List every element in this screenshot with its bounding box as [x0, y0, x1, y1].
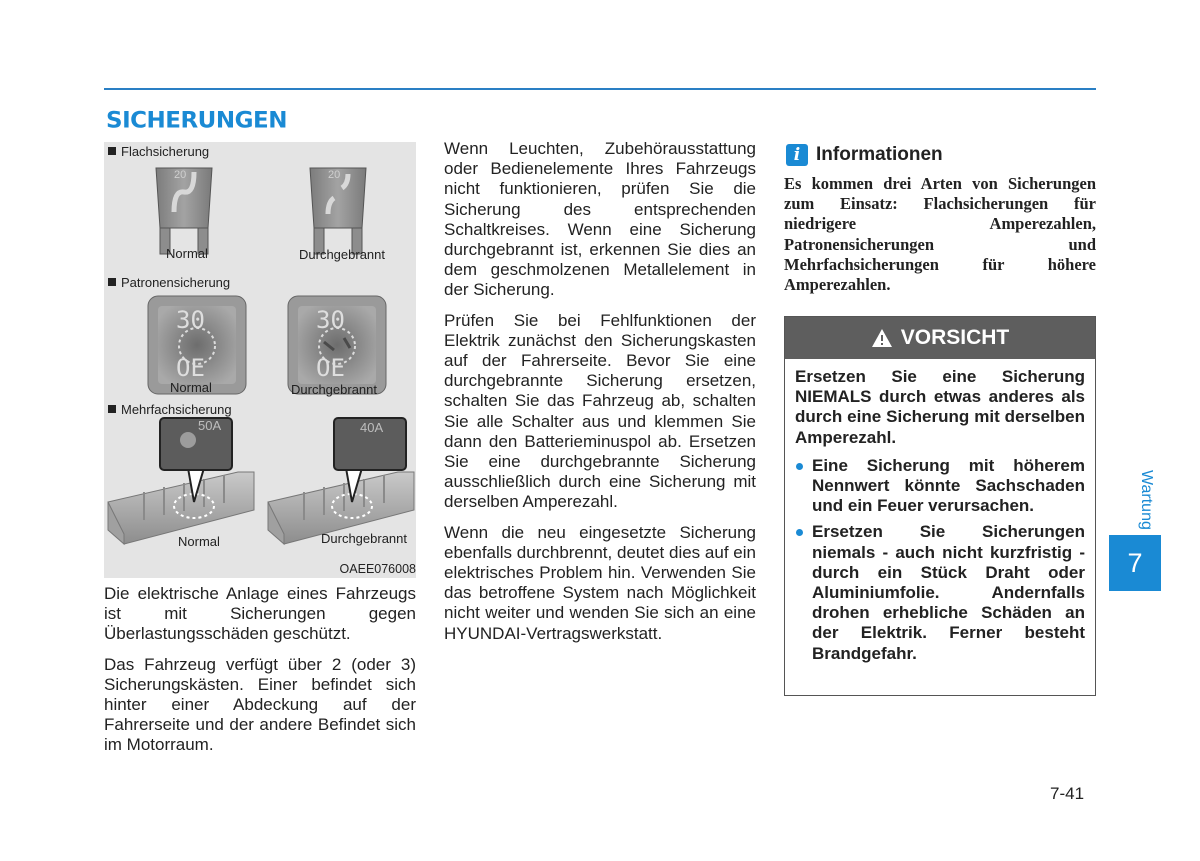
paragraph: Die elektrische Anlage eines Fahrzeugs ist mit Sicherungen gegen Überlastungsschäden geschützt.: [104, 584, 416, 644]
list-item: Ersetzen Sie Sicherungen niemals - auch nicht kurzfristig - durch ein Stück Draht oder Aluminiumfolie. Andernfalls drohen erhebliche Schäden an der Elektrik. Ferner besteht Brandgefahr.: [795, 522, 1085, 663]
figure-label-normal: Normal: [178, 534, 220, 549]
multi-fuse-normal: [108, 418, 254, 544]
info-header: [786, 144, 943, 166]
figure-label-mehrfach: Mehrfachsicherung: [108, 402, 232, 417]
paragraph: Wenn die neu eingesetzte Sicherung ebenfalls durchbrennt, deutet dies auf ein elektrisches Problem hin. Verwenden Sie das betroffene System nach Möglichkeit nicht weiter und wenden Sie sich an eine HYUNDAI-Vertragswerkstatt.: [444, 522, 756, 643]
paragraph: Prüfen Sie bei Fehlfunktionen der Elektrik zunächst den Sicherungskasten auf der Fahrerseite. Bevor Sie eine durchgebrannte Sicherung ersetzen, schalten Sie das Fahrzeug ab, schalten Sie alle Schalter aus und klemmen Sie dann den Batterieminuspol ab. Ersetzen Sie eine durchgebrannte Sicherung ausschließlich durch eine Sicherung mit derselben Amperezahl.: [444, 310, 756, 512]
caution-title: VORSICHT: [900, 326, 1010, 349]
info-icon: i: [786, 144, 808, 166]
figure-code: OAEE076008: [339, 562, 416, 576]
figure-label-normal: Normal: [166, 246, 208, 261]
paragraph: Das Fahrzeug verfügt über 2 (oder 3) Sicherungskästen. Einer befindet sich hinter einer Abdeckung auf der Fahrerseite und der andere Befindet sich im Motorraum.: [104, 654, 416, 755]
caution-body: [785, 359, 1095, 664]
cartridge-fuse-blown: [288, 296, 386, 394]
header-rule: [104, 88, 1096, 90]
square-bullet-icon: [108, 278, 116, 286]
fuse-figure: [104, 142, 416, 578]
paragraph: Wenn Leuchten, Zubehörausstattung oder Bedienelemente Ihres Fahrzeugs nicht funktionieren, prüfen Sie die Sicherung des entsprechenden Schaltkreises. Wenn eine Sicherung durchgebrannt ist, erkennen Sie dies an dem geschmolzenen Metallelement in der Sicherung.: [444, 139, 756, 300]
square-bullet-icon: [108, 405, 116, 413]
multi-fuse-blown: [268, 418, 414, 544]
list-item: Eine Sicherung mit höherem Nennwert könnte Sachschaden und ein Feuer verursachen.: [795, 456, 1085, 517]
flat-fuse-blown-rating: 20: [328, 169, 341, 181]
info-title: Informationen: [816, 144, 943, 165]
caution-box: [784, 316, 1096, 696]
text-column-left: [104, 584, 416, 766]
section-title: SICHERUNGEN: [106, 108, 287, 134]
figure-label-patronen: Patronensicherung: [108, 275, 230, 290]
caution-intro: Ersetzen Sie eine Sicherung NIEMALS durch etwas anderes als durch eine Sicherung mit derselben Amperezahl.: [795, 367, 1085, 447]
cartridge-rating-bottom: OE: [176, 354, 205, 382]
cartridge-blown-rating-top: 30: [316, 306, 345, 334]
warning-triangle-icon: [871, 328, 893, 348]
figure-label-durchgebrannt: Durchgebrannt: [291, 382, 377, 397]
cartridge-rating-top: 30: [176, 306, 205, 334]
figure-label-flach: Flachsicherung: [108, 144, 209, 159]
flat-fuse-normal: [156, 168, 212, 254]
flat-fuse-rating: 20: [174, 169, 187, 181]
flat-fuse-blown: [310, 168, 366, 254]
multi-fuse-blown-rating: 40A: [360, 420, 384, 435]
info-text: Es kommen drei Arten von Sicherungen zum Einsatz: Flachsicherungen für niedrigere Amperezahlen, Patronensicherungen und Mehrfachsicherungen für höhere Amperezahlen.: [784, 174, 1096, 295]
figure-label-durchgebrannt: Durchgebrannt: [321, 531, 407, 546]
square-bullet-icon: [108, 147, 116, 155]
caution-header: [785, 317, 1095, 359]
chapter-tab: 7: [1109, 535, 1161, 591]
cartridge-blown-rating-bottom: OE: [316, 354, 345, 382]
figure-label-durchgebrannt: Durchgebrannt: [299, 247, 385, 262]
figure-label-normal: Normal: [170, 380, 212, 395]
text-column-middle: [444, 139, 756, 654]
fuse-illustration: [104, 142, 416, 578]
caution-list: [795, 456, 1085, 664]
page-number: 7-41: [1050, 784, 1085, 803]
side-tab-label: Wartung: [1138, 470, 1155, 530]
multi-fuse-rating: 50A: [198, 418, 222, 433]
